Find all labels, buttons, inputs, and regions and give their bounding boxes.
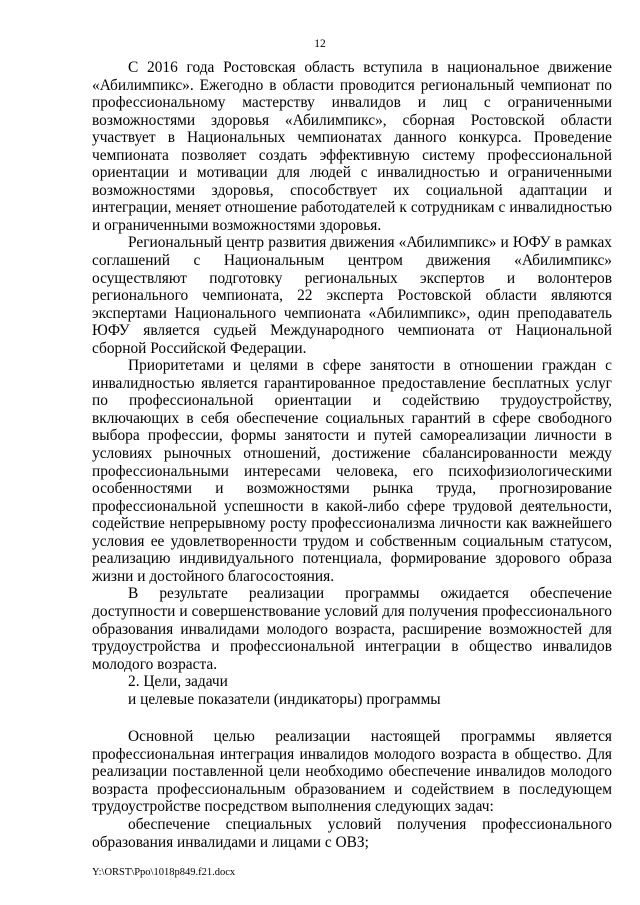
paragraph-task-1: обеспечение специальных условий получения профессионального образования инвалидами и лицами с ОВЗ;	[92, 815, 612, 851]
paragraph-main-goal: Основной целью реализации настоящей программы является профессиональная интеграция инвалидов молодого возраста в общество. Для реализации поставленной цели необходимо обеспечение инвалидов молодого возраста профессиональным образованием и содействием в последующем трудоустройстве посредством выполнения следующих задач:	[92, 728, 612, 816]
page-number: 12	[314, 38, 326, 50]
paragraph-abilympics-intro: С 2016 года Ростовская область вступила в национальное движение «Абилимпикс». Ежегодно в области проводится региональный чемпионат по профессиональному мастерству инвалидов и лиц с ограниченными возможностями здоровья «Абилимпикс», сборная Ростовской области участвует в Национальных чемпионатах данного конкурса. Проведение чемпионата позволяет создать эффективную систему профессиональной ориентации и мотивации для людей с инвалидностью и ограниченными возможностями здоровья, способствует их социальной адаптации и интеграции, меняет отношение работодателей к сотрудникам с инвалидностью и ограниченными возможностями здоровья.	[92, 59, 612, 234]
footer-file-path: Y:\ORST\Ppo\1018p849.f21.docx	[92, 867, 236, 878]
paragraph-regional-center: Региональный центр развития движения «Абилимпикс» и ЮФУ в рамках соглашений с Национальным центром движения «Абилимпикс» осуществляют подготовку региональных экспертов и волонтеров регионального чемпионата, 22 эксперта Ростовской области являются экспертами Национального чемпионата «Абилимпикс», один преподаватель ЮФУ является судьей Международного чемпионата от Национальной сборной Российской Федерации.	[92, 234, 612, 357]
paragraph-employment-priorities: Приоритетами и целями в сфере занятости в отношении граждан с инвалидностью является гарантированное предоставление бесплатных услуг по профессиональной ориентации и содействию трудоустройству, включающих в себя обеспечение социальных гарантий в сфере свободного выбора профессии, формы занятости и путей самореализации личности в условиях рыночных отношений, достижение сбалансированности между профессиональными интересами человека, его психофизиологическими особенностями и возможностями рынка труда, прогнозирование профессиональной успешности в какой-либо сфере трудовой деятельности, содействие непрерывному росту профессионализма личности как важнейшего условия ее удовлетворенности трудом и собственным социальным статусом, реализацию индивидуального потенциала, формирование здорового образа жизни и достойного благосостояния.	[92, 357, 612, 585]
paragraph-expected-results: В результате реализации программы ожидается обеспечение доступности и совершенствование условий для получения профессионального образования инвалидами молодого возраста, расширение возможностей для трудоустройства и профессиональной интеграции в общество инвалидов молодого возраста.	[92, 585, 612, 673]
section-heading-line2: и целевые показатели (индикаторы) программы	[128, 690, 441, 708]
section-heading-line1: 2. Цели, задачи	[128, 673, 228, 691]
document-body	[92, 59, 612, 851]
